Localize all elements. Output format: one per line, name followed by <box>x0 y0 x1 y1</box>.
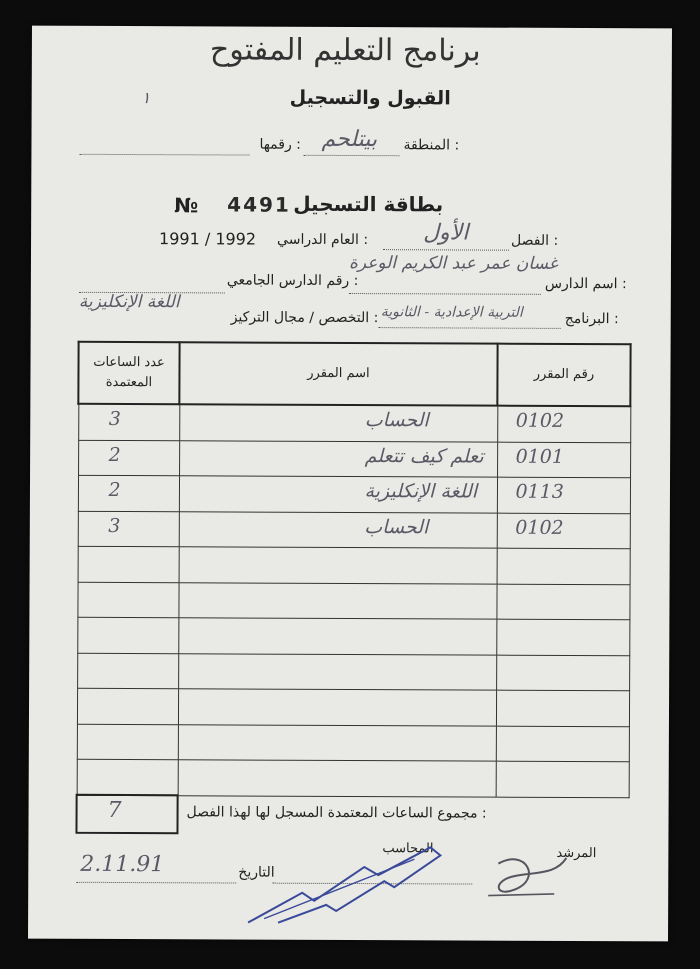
table-row <box>77 688 629 726</box>
region-code-label: رقمها : <box>259 136 301 153</box>
region-code-line <box>79 154 249 156</box>
page-mark: ١ <box>141 88 151 108</box>
card-number: 4491 <box>227 192 291 217</box>
cell-course-code <box>496 690 629 726</box>
cell-course-name-value: الحساب <box>364 515 429 538</box>
program-label: البرنامج : <box>564 310 619 328</box>
cell-credits <box>77 688 178 724</box>
cell-course-name <box>179 440 497 477</box>
cell-course-code-value: 0102 <box>515 516 564 539</box>
advisor-signature <box>486 850 570 904</box>
cell-course-name <box>178 760 496 797</box>
header-credits <box>78 342 179 404</box>
cell-credits-value: 3 <box>108 514 121 537</box>
date-label: التاريخ <box>238 864 275 881</box>
accountant-label: المحاسب <box>382 841 434 857</box>
cell-course-code <box>496 619 629 655</box>
table-row <box>77 724 629 762</box>
cell-course-name-value: تعلم كيف تتعلم <box>364 444 484 468</box>
cell-course-name <box>179 404 497 441</box>
cell-credits <box>77 724 178 760</box>
cell-credits <box>77 582 178 618</box>
cell-course-name <box>178 724 496 761</box>
table-row <box>78 511 630 549</box>
table-row <box>78 440 630 478</box>
year-value: 1991 / 1992 <box>159 229 257 249</box>
semester-line <box>383 249 509 251</box>
cell-credits <box>77 653 178 689</box>
region-value: بيتلحم <box>321 126 378 153</box>
cell-course-name <box>178 582 496 619</box>
year-label: العام الدراسي : <box>277 231 369 249</box>
total-credits-label: مجموع الساعات المعتمدة المسجل لها لهذا الفصل : <box>186 804 487 822</box>
document-title: بطاقة التسجيل <box>293 191 444 217</box>
cell-credits <box>78 546 179 582</box>
courses-table <box>76 341 632 798</box>
student-id-label: رقم الدارس الجامعي : <box>226 272 359 290</box>
subtitle: القبول والتسجيل <box>289 86 451 110</box>
cell-course-code <box>497 477 630 513</box>
header-course-code <box>497 344 630 407</box>
cell-credits-value: 2 <box>108 478 121 501</box>
specialization-label: التخصص / مجال التركيز : <box>230 309 379 327</box>
total-credits-box <box>75 794 178 834</box>
program-line <box>379 327 561 329</box>
program-title: برنامج التعليم المفتوح <box>209 32 481 69</box>
table-row <box>77 582 629 620</box>
cell-course-name-value: اللغة الإنكليزية <box>364 480 478 503</box>
cell-credits <box>78 440 179 476</box>
student-label: اسم الدارس : <box>544 275 627 293</box>
cell-credits <box>78 511 179 547</box>
cell-credits <box>78 404 179 440</box>
advisor-label: المرشد <box>556 845 597 862</box>
cell-course-code-value: 0113 <box>515 480 564 503</box>
region-line <box>303 155 399 156</box>
semester-value: الأول <box>423 220 469 246</box>
cell-course-code <box>497 442 630 478</box>
cell-course-code <box>496 655 629 691</box>
cell-course-name-value: الحساب <box>364 409 429 432</box>
region-label: المنطقة : <box>403 137 460 154</box>
total-credits-value: 7 <box>107 797 122 824</box>
cell-course-code-value: 0102 <box>515 409 565 432</box>
header-course-name-label: اسم المقرر <box>307 365 370 382</box>
cell-course-name <box>178 618 496 655</box>
cell-course-code <box>496 726 629 762</box>
header-course-code-label: رقم المقرر <box>533 366 595 383</box>
cell-course-code <box>497 513 630 549</box>
cell-course-code-value: 0101 <box>515 445 565 468</box>
table-row <box>78 404 630 442</box>
student-value: غسان عمر عبد الكريم الوعرة <box>348 252 558 274</box>
cell-course-name <box>179 511 497 548</box>
header-course-name <box>179 342 497 405</box>
cell-credits <box>77 617 178 653</box>
registration-card <box>28 26 672 942</box>
cell-credits-value: 2 <box>108 443 121 466</box>
cell-course-code <box>497 406 630 443</box>
cell-course-name <box>178 689 496 726</box>
program-value: التربية الإعدادية - الثانوية <box>380 304 523 321</box>
cell-course-name <box>179 476 497 513</box>
cell-course-code <box>497 548 630 584</box>
table-row <box>78 546 630 584</box>
cell-credits <box>77 759 178 795</box>
header-credits-label: عدد الساعات المعتمدة <box>93 354 165 391</box>
accountant-signature <box>244 835 464 928</box>
cell-course-code <box>496 584 629 620</box>
cell-credits <box>78 475 179 511</box>
table-row <box>77 617 629 655</box>
date-line <box>76 882 236 884</box>
date-value: 2.11.91 <box>80 851 165 878</box>
cell-course-code <box>496 761 629 797</box>
student-line <box>349 293 541 295</box>
number-sign: № <box>174 193 199 218</box>
table-header-row <box>78 342 630 406</box>
table-row <box>77 653 629 691</box>
cell-credits-value: 3 <box>108 407 121 430</box>
table-row <box>77 759 629 797</box>
cell-course-name <box>178 653 496 690</box>
table-row <box>78 475 630 513</box>
cell-course-name <box>179 547 497 584</box>
specialization-value: اللغة الإنكليزية <box>78 291 180 313</box>
semester-label: الفصل : <box>511 232 559 249</box>
